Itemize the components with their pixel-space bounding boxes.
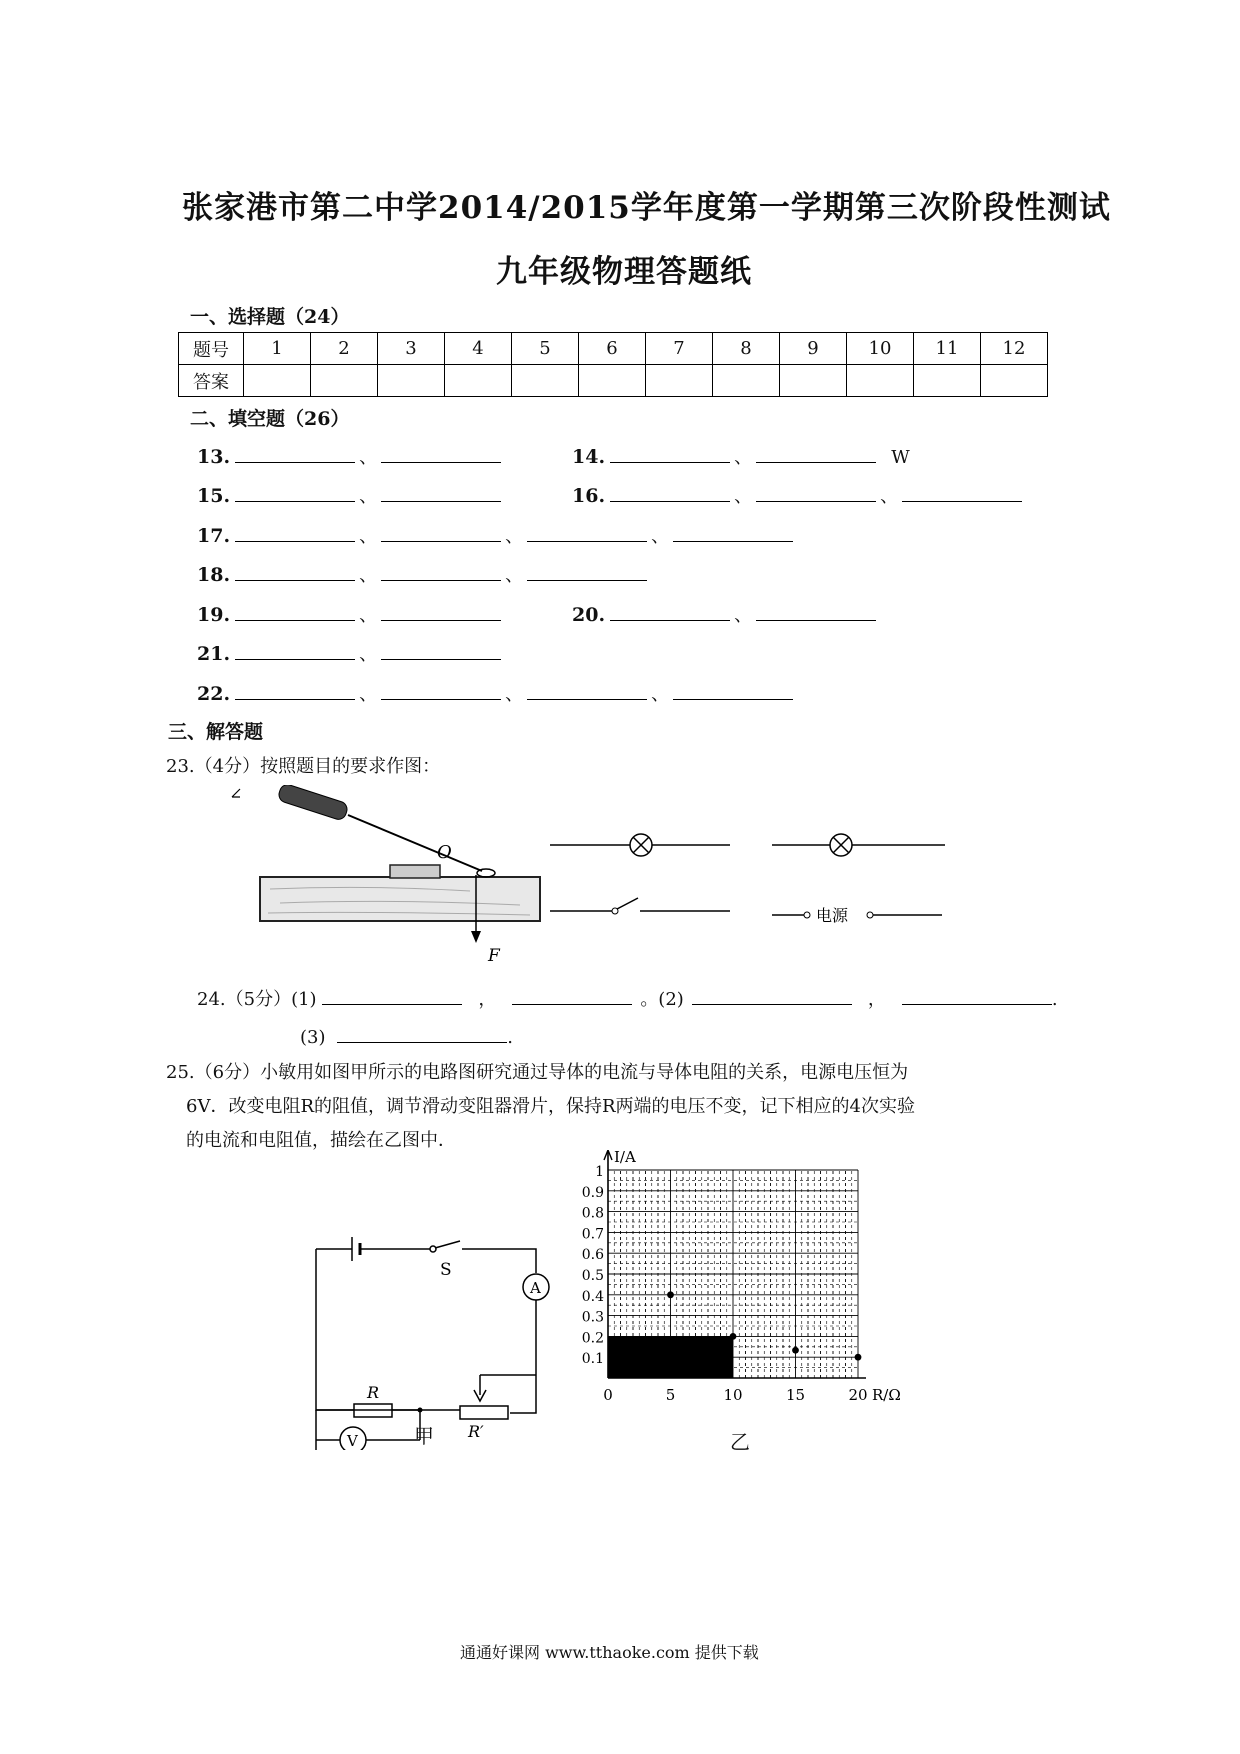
sep: 、 [505, 526, 524, 547]
data-point [855, 1354, 862, 1361]
answer-cell-7[interactable] [646, 365, 713, 397]
circuit-diagram [300, 1225, 560, 1450]
q24-3-label: (3) [300, 1027, 326, 1048]
y-axis-label: I/A [614, 1150, 636, 1166]
sep: 、 [734, 486, 753, 507]
page-title: 张家港市第二中学2014/2015学年度第一学期第三次阶段性测试 [182, 190, 1111, 226]
q13-blank-1[interactable] [235, 444, 355, 463]
q21-blank-1[interactable] [235, 641, 355, 660]
data-point [792, 1347, 799, 1354]
y-tick-label: 0.3 [581, 1309, 604, 1326]
q18-blank-2[interactable] [381, 562, 501, 581]
page-subtitle: 九年级物理答题纸 [496, 254, 752, 290]
q24-end-2: . [507, 1027, 513, 1048]
sep: 、 [359, 447, 378, 468]
q23-figures [220, 785, 960, 965]
fill-row-20 [572, 601, 876, 627]
answer-cell-2[interactable] [311, 365, 378, 397]
fill-row-13-14 [197, 443, 501, 469]
data-point [730, 1333, 737, 1340]
q24-comma-2: ， [867, 989, 886, 1010]
q22-blank-2[interactable] [381, 681, 501, 700]
q22-label: 22. [197, 683, 231, 705]
screwdriver-shaft [348, 815, 482, 871]
q18-label: 18. [197, 564, 231, 586]
corner-mark [232, 789, 240, 797]
fill-row-17 [197, 522, 793, 548]
table-number-cell: 1 [244, 333, 311, 365]
table-number-cell: 7 [646, 333, 713, 365]
q24-end: . [1051, 989, 1058, 1010]
x-axis-label: R/Ω [872, 1386, 901, 1404]
q16-blank-3[interactable] [902, 483, 1022, 502]
fill-row-14 [572, 443, 910, 469]
sep: 、 [734, 447, 753, 468]
table-number-cell: 3 [378, 333, 445, 365]
table-number-cell: 12 [981, 333, 1048, 365]
q24-blank-3[interactable] [692, 986, 852, 1005]
q17-blank-3[interactable] [527, 523, 647, 542]
answer-cell-8[interactable] [713, 365, 780, 397]
y-tick-label: 1 [595, 1164, 604, 1180]
y-tick-label: 0.6 [581, 1247, 604, 1264]
q20-blank-1[interactable] [610, 602, 730, 621]
label-a: A [530, 1279, 541, 1297]
q24-blank-5[interactable] [337, 1024, 507, 1043]
q20-label: 20. [572, 604, 606, 626]
q18-blank-3[interactable] [527, 562, 647, 581]
fill-row-18 [197, 561, 647, 587]
footer-text: 通通好课网 www.tthaoke.com 提供下载 [460, 1643, 759, 1662]
section2-heading: 二、填空题（26） [190, 408, 350, 430]
sep: 、 [505, 565, 524, 586]
q23-text: 23.（4分）按照题目的要求作图： [166, 756, 441, 777]
switch-s-icon [435, 1241, 460, 1248]
table-header-answer: 答案 [179, 365, 244, 397]
q16-blank-1[interactable] [610, 483, 730, 502]
q22-blank-1[interactable] [235, 681, 355, 700]
sep: 、 [651, 684, 670, 705]
fill-row-21 [197, 640, 501, 666]
x-tick-label: 5 [665, 1386, 676, 1404]
answer-cell-9[interactable] [780, 365, 847, 397]
label-r: R [367, 1383, 380, 1402]
sep: 、 [359, 486, 378, 507]
data-point [667, 1291, 674, 1298]
sep: 、 [359, 684, 378, 705]
q15-blank-2[interactable] [381, 483, 501, 502]
nail-head [477, 869, 495, 877]
sep: 、 [359, 565, 378, 586]
table-number-cell: 6 [579, 333, 646, 365]
q18-blank-1[interactable] [235, 562, 355, 581]
q21-blank-2[interactable] [381, 641, 501, 660]
q14-unit: W [891, 447, 910, 468]
table-header-number: 题号 [179, 333, 244, 365]
y-tick-label: 0.7 [581, 1226, 604, 1243]
q22-blank-3[interactable] [527, 681, 647, 700]
section3-heading: 三、解答题 [168, 721, 264, 743]
q25-line2: 6V．改变电阻R的阻值，调节滑动变阻器滑片，保持R两端的电压不变，记下相应的4次实验 [186, 1096, 916, 1117]
y-tick-label: 0.9 [581, 1184, 604, 1201]
y-tick-label: 0.8 [581, 1205, 604, 1222]
q14-label: 14. [572, 446, 606, 468]
answer-cell-1[interactable] [244, 365, 311, 397]
screwdriver-handle [277, 785, 349, 821]
q19-blank-1[interactable] [235, 602, 355, 621]
answer-cell-11[interactable] [914, 365, 981, 397]
table-number-cell: 8 [713, 333, 780, 365]
y-tick-label: 0.4 [581, 1288, 604, 1305]
section1-heading: 一、选择题（24） [190, 306, 350, 328]
q13-blank-2[interactable] [381, 444, 501, 463]
answer-cell-4[interactable] [445, 365, 512, 397]
sep: 、 [880, 486, 899, 507]
q13-label: 13. [197, 446, 231, 468]
q25-line1: 25.（6分）小敏用如图甲所示的电路图研究通过导体的电流与导体电阻的关系，电源电压恒为 [166, 1062, 909, 1083]
fill-row-16 [572, 482, 1022, 508]
power-source-label: 电源 [816, 906, 849, 925]
q24-blank-2[interactable] [512, 986, 632, 1005]
q19-label: 19. [197, 604, 231, 626]
table-number-cell: 5 [512, 333, 579, 365]
label-v: V [347, 1432, 358, 1450]
sep: 、 [651, 526, 670, 547]
table-number-cell: 10 [847, 333, 914, 365]
table-number-cell: 9 [780, 333, 847, 365]
q19-blank-2[interactable] [381, 602, 501, 621]
answer-cell-3[interactable] [378, 365, 445, 397]
q24-blank-1[interactable] [322, 986, 462, 1005]
sep: 、 [359, 526, 378, 547]
q17-blank-2[interactable] [381, 523, 501, 542]
sep: 、 [359, 644, 378, 665]
q17-blank-1[interactable] [235, 523, 355, 542]
fill-row-15 [197, 482, 501, 508]
sep: 、 [505, 684, 524, 705]
label-f: F [488, 946, 500, 965]
q22-blank-4[interactable] [673, 681, 793, 700]
label-o: O [437, 842, 452, 863]
i-r-chart [570, 1150, 950, 1430]
shaded-region [608, 1336, 733, 1378]
q21-label: 21. [197, 643, 231, 665]
q17-blank-4[interactable] [673, 523, 793, 542]
q15-label: 15. [197, 485, 231, 507]
answer-cell-6[interactable] [579, 365, 646, 397]
fill-row-22 [197, 680, 793, 706]
q14-blank-1[interactable] [610, 444, 730, 463]
q15-blank-1[interactable] [235, 483, 355, 502]
x-tick-label: 10 [723, 1386, 743, 1404]
answer-cell-12[interactable] [981, 365, 1048, 397]
rheostat-rp [460, 1406, 508, 1419]
q16-blank-2[interactable] [756, 483, 876, 502]
q14-blank-2[interactable] [756, 444, 876, 463]
table-number-cell: 2 [311, 333, 378, 365]
x-tick-label: 15 [785, 1386, 806, 1404]
q24-prefix: 24.（5分）(1) [197, 989, 317, 1010]
x-tick-label: 0 [603, 1386, 613, 1404]
graph-caption: 乙 [730, 1430, 750, 1454]
table-number-cell: 4 [445, 333, 512, 365]
answer-cell-10[interactable] [847, 365, 914, 397]
q24-blank-4[interactable] [902, 986, 1052, 1005]
q24-line1 [197, 985, 1058, 1011]
label-rp: R′ [468, 1422, 484, 1441]
x-tick-label: 20 [848, 1386, 868, 1404]
circuit-caption: 甲 [414, 1424, 434, 1448]
answer-table [178, 332, 1048, 397]
fill-row-19 [197, 601, 501, 627]
table-number-cell: 11 [914, 333, 981, 365]
q25-line3: 的电流和电阻值，描绘在乙图中． [186, 1130, 456, 1151]
sep: 、 [734, 605, 753, 626]
q16-label: 16. [572, 485, 606, 507]
answer-cell-5[interactable] [512, 365, 579, 397]
y-tick-label: 0.1 [581, 1351, 604, 1368]
q24-comma: ， [478, 989, 497, 1010]
y-tick-label: 0.2 [581, 1330, 604, 1347]
y-tick-label: 0.5 [581, 1268, 604, 1284]
sep: 、 [359, 605, 378, 626]
q17-label: 17. [197, 525, 231, 547]
label-s: S [440, 1260, 452, 1280]
q24-line2 [300, 1024, 513, 1048]
q24-mid: 。(2) [640, 989, 684, 1010]
q20-blank-2[interactable] [756, 602, 876, 621]
block [390, 865, 440, 878]
